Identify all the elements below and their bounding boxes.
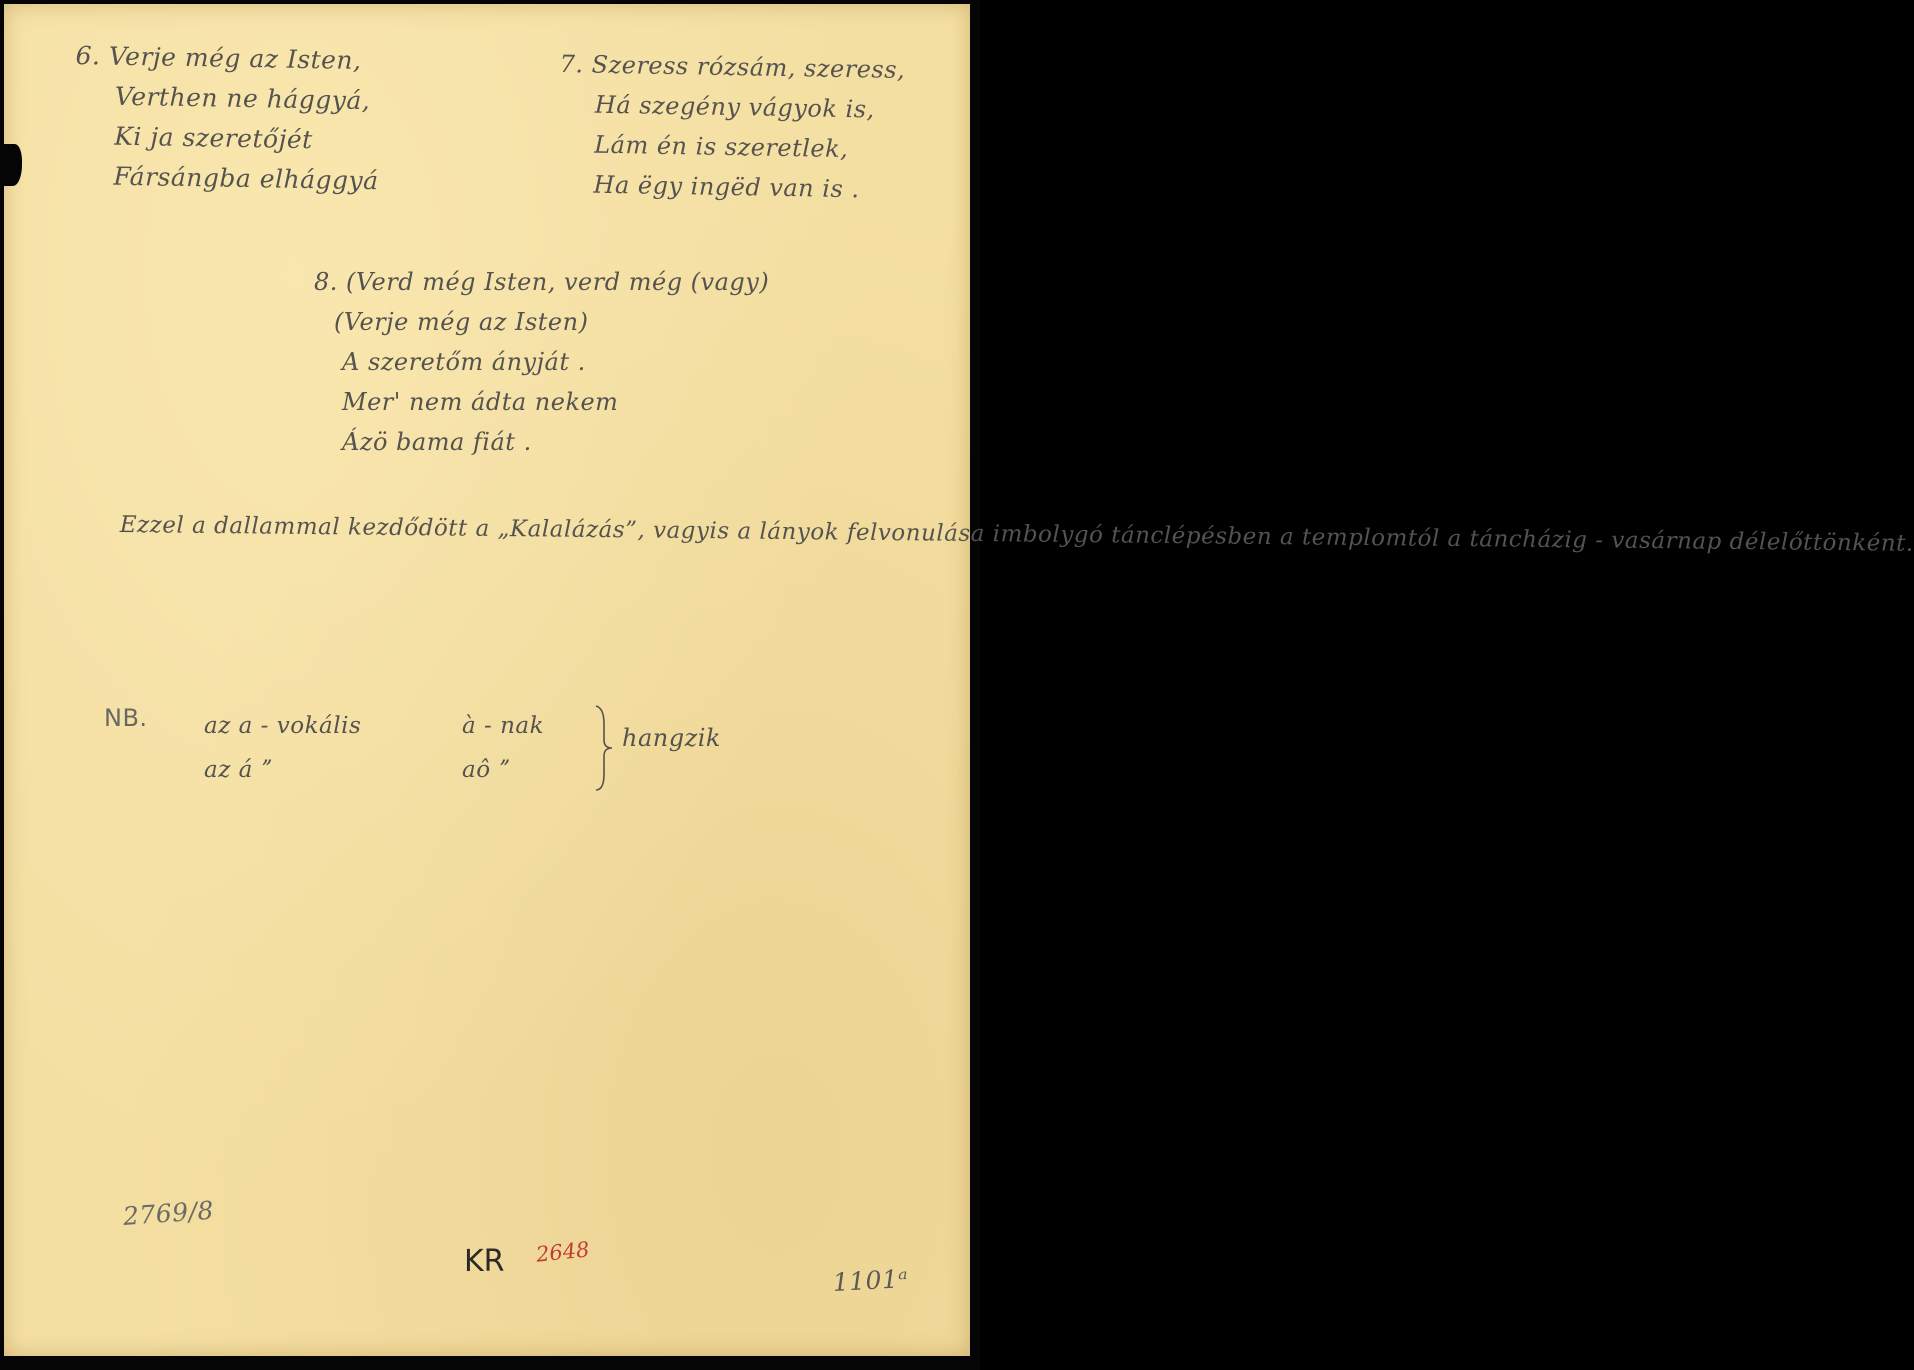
nb-row	[204, 704, 582, 748]
nb-vowel: az a - vokális	[204, 713, 362, 739]
nb-label: NB.	[104, 704, 148, 732]
stanza-7-line: Ha ëgy ingëd van is .	[593, 170, 860, 204]
stanza-8-line: (Verje még az Isten)	[334, 308, 589, 336]
stanza-6-line: Ki ja szeretőjét	[114, 121, 313, 155]
manuscript-page	[4, 4, 1914, 1356]
nb-bracket-label: hangzik	[622, 724, 721, 752]
page-number: 1101ᵃ	[832, 1264, 909, 1297]
nb-sound: à - nak	[462, 713, 545, 739]
torn-edge	[4, 144, 22, 186]
stanza-8-line: Mer' nem ádta nekem	[342, 388, 619, 416]
stanza-6	[73, 36, 381, 201]
note-line: a lányok felvonulása imbolygó tánclépésben a	[737, 518, 1295, 551]
stanza-7-line: 7. Szeress rózsám, szeress,	[559, 49, 906, 85]
archive-number: 2769/8	[122, 1195, 215, 1231]
stanza-6-line: Verthen ne hággyá,	[114, 81, 371, 116]
stanza-8-line: A szeretőm ányját .	[342, 348, 586, 376]
stanza-7	[557, 44, 905, 210]
note-line: Ezzel a dallammal kezdődött a „Kalalázás”, vagyis	[119, 511, 730, 545]
curly-brace-icon	[592, 704, 614, 792]
stanza-8-line: 8. (Verd még Isten, verd még (vagy)	[314, 268, 770, 296]
stanza-6-line: 6. Verje még az Isten,	[75, 40, 362, 75]
stanza-8	[314, 262, 769, 462]
stanza-7-line: Há szegény vágyok is,	[594, 90, 875, 124]
collection-stamp-prefix: KR	[464, 1244, 505, 1279]
nb-pronunciation-table	[204, 704, 582, 792]
nb-sound: aô ˮ	[462, 757, 510, 783]
collection-stamp-number: 2648	[534, 1237, 591, 1267]
explanatory-note	[120, 504, 1914, 565]
stanza-8-line: Ázö bama fiát .	[342, 428, 532, 456]
stanza-6-line: Fársángba elhággyá	[113, 161, 379, 196]
stanza-7-line: Lám én is szeretlek,	[594, 130, 849, 164]
nb-row	[204, 748, 582, 792]
note-line: templomtól a táncházig - vasárnap délelőttönként.	[1301, 524, 1914, 557]
nb-vowel: az á ˮ	[204, 757, 273, 783]
